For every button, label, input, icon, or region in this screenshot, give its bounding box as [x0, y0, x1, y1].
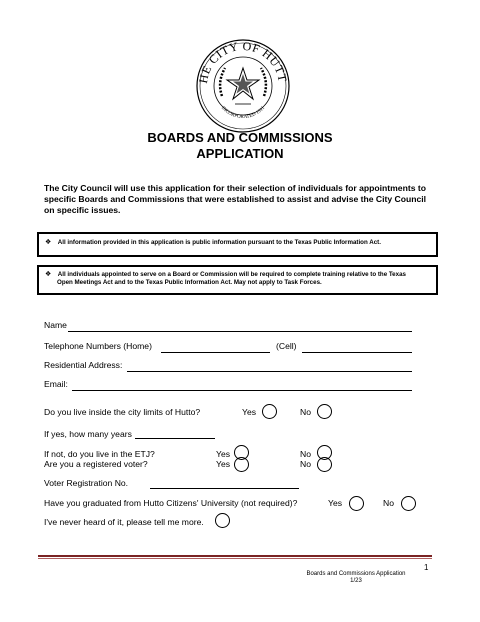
address-label: Residential Address: — [44, 360, 123, 370]
diamond-bullet-icon: ❖ — [45, 271, 52, 278]
years-question: If yes, how many years — [44, 429, 132, 439]
voter-no-label: No — [300, 459, 311, 469]
intro-paragraph: The City Council will use this application for their selection of individuals for appointments to specific Boards and Commissions that were established to assist and advise the City Council on specific issues. — [44, 183, 427, 215]
inside-city-no-label: No — [300, 407, 311, 417]
city-seal — [195, 38, 291, 134]
voter-yes-radio[interactable] — [234, 457, 249, 472]
diamond-bullet-icon: ❖ — [45, 239, 52, 246]
notice-training-text-line2: Open Meetings Act and to the Texas Public Information Act. May not apply to Task Forces. — [57, 279, 322, 286]
hcu-no-radio[interactable] — [401, 496, 416, 511]
hcu-yes-label: Yes — [328, 498, 343, 508]
email-input-line[interactable] — [72, 390, 412, 391]
footer-divider-thin — [38, 558, 432, 559]
footer-doc-name: Boards and Commissions Application — [306, 571, 406, 577]
hcu-question: Have you graduated from Hutto Citizens' University (not required)? — [44, 498, 298, 508]
hcu-no-label: No — [383, 498, 394, 508]
telephone-home-label: Telephone Numbers (Home) — [44, 341, 152, 351]
form-title-line2: APPLICATION — [196, 146, 284, 161]
inside-city-yes-radio[interactable] — [262, 404, 277, 419]
etj-no-label: No — [300, 449, 311, 459]
email-label: Email: — [44, 379, 68, 389]
voter-yes-label: Yes — [216, 459, 231, 469]
svg-text:INCORPORATED 1911 — [220, 105, 267, 120]
etj-question: If not, do you live in the ETJ? — [44, 449, 155, 459]
inside-city-yes-label: Yes — [242, 407, 257, 417]
inside-city-question: Do you live inside the city limits of Hutto? — [44, 407, 201, 417]
page-number: 1 — [424, 563, 429, 572]
voter-reg-no-label: Voter Registration No. — [44, 478, 129, 488]
footer-version: 1/23 — [350, 578, 362, 584]
cell-input-line[interactable] — [302, 352, 412, 353]
name-label: Name — [44, 320, 67, 330]
hcu-yes-radio[interactable] — [349, 496, 364, 511]
footer-divider — [38, 555, 432, 557]
seal-bottom-text: INCORPORATED 1911 — [219, 105, 267, 121]
etj-yes-label: Yes — [216, 449, 231, 459]
registered-voter-question: Are you a registered voter? — [44, 459, 148, 469]
never-heard-radio[interactable] — [215, 513, 230, 528]
form-title-line1: BOARDS AND COMMISSIONS — [147, 130, 333, 145]
name-input-line[interactable] — [68, 331, 412, 332]
never-heard-label: I've never heard of it, please tell me more. — [44, 517, 204, 527]
inside-city-no-radio[interactable] — [317, 404, 332, 419]
telephone-home-input-line[interactable] — [161, 352, 270, 353]
voter-no-radio[interactable] — [317, 457, 332, 472]
voter-reg-no-input-line[interactable] — [150, 488, 299, 489]
notice-public-info-text: All information provided in this application is public information pursuant to the Texas Public Information Act. — [57, 239, 381, 246]
address-input-line[interactable] — [127, 371, 412, 372]
notice-box-public-info — [37, 232, 438, 257]
notice-box-training — [37, 265, 438, 295]
seal-top-text: HE CITY OF HUTT — [195, 38, 290, 85]
cell-label: (Cell) — [276, 341, 297, 351]
notice-training-text-line1: All individuals appointed to serve on a Board or Commission will be required to complete training relative to the Texas — [57, 271, 406, 278]
years-input-line[interactable] — [135, 438, 215, 439]
city-seal-graphic — [195, 38, 291, 134]
